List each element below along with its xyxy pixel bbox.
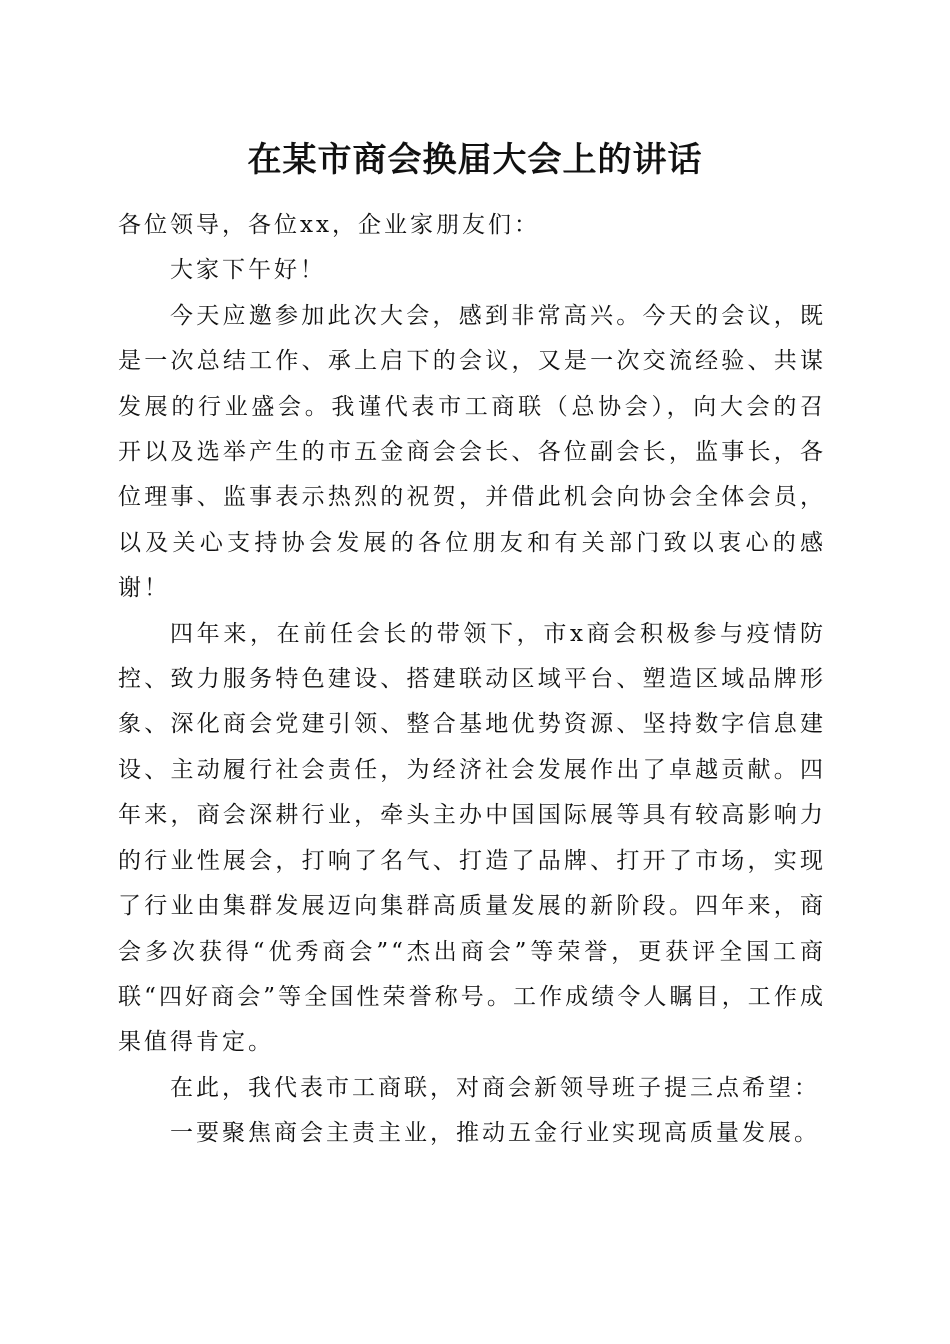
- paragraph-opening: 今天应邀参加此次大会，感到非常高兴。今天的会议，既是一次总结工作、承上启下的会议，又是一次交流经验、共谋发展的行业盛会。我谨代表市工商联（总协会），向大会的召开以及选举产生的市五金商会会长、各位副会长，监事长，各位理事、监事表示热烈的祝贺，并借此机会向协会全体会员，以及关心支持协会发展的各位朋友和有关部门致以衷心的感谢！: [118, 302, 826, 602]
- document-title: 在某市商会换届大会上的讲话: [247, 140, 703, 180]
- greeting: 大家下午好！: [170, 257, 326, 284]
- paragraph-hope-one: 一要聚焦商会主责主业，推动五金行业实现高质量发展。: [170, 1120, 820, 1147]
- paragraph-achievements: 四年来，在前任会长的带领下，市x商会积极参与疫情防控、致力服务特色建设、搭建联动区域平台、塑造区域品牌形象、深化商会党建引领、整合基地优势资源、坚持数字信息建设、主动履行社会责任，为经济社会发展作出了卓越贡献。四年来，商会深耕行业，牵头主办中国国际展等具有较高影响力的行业性展会，打响了名气、打造了品牌、打开了市场，实现了行业由集群发展迈向集群高质量发展的新阶段。四年来，商会多次获得“优秀商会”“杰出商会”等荣誉，更获评全国工商联“四好商会”等全国性荣誉称号。工作成绩令人瞩目，工作成果值得肯定。: [118, 620, 826, 1056]
- document-body: [118, 203, 826, 1157]
- salutation: 各位领导，各位xx，企业家朋友们：: [118, 212, 540, 238]
- paragraph-hopes-intro: 在此，我代表市工商联，对商会新领导班子提三点希望：: [170, 1074, 820, 1101]
